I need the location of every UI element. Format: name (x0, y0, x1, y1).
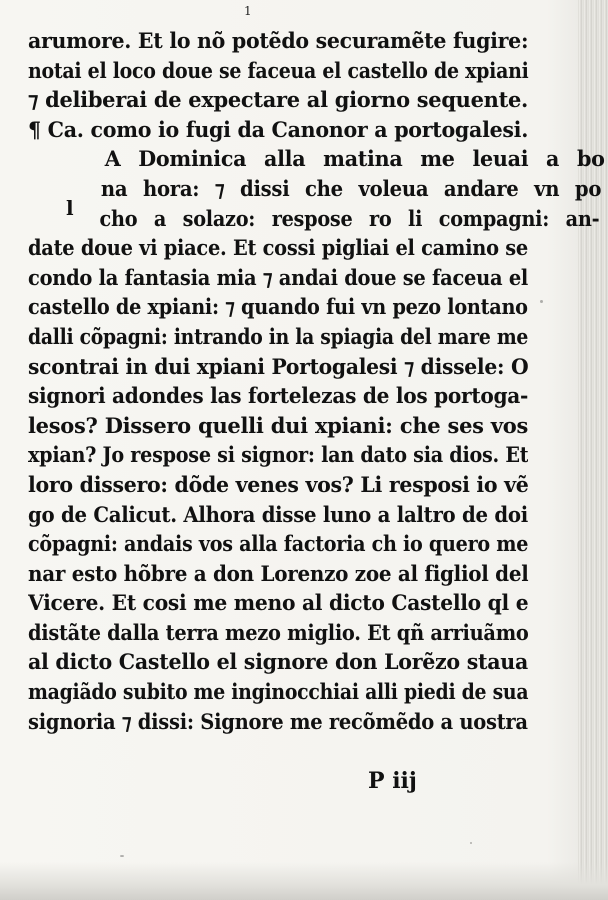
text-line: A Dominica alla matina me leuai a bo (104, 146, 605, 172)
text-line: cõpagni: andais vos alla factoria ch io quero me (28, 531, 529, 557)
ink-speck (120, 855, 124, 857)
text-line: dalli cõpagni: intrando in la spiagia del mare me (28, 323, 528, 349)
text-line: ⁊ deliberai de expectare al giorno sequente. (28, 87, 528, 113)
text-line: xpian? Jo respose si signor: lan dato sia dios. Et (28, 442, 528, 468)
text-line: cho a solazo: respose ro li compagni: an- (99, 205, 600, 231)
text-line: na hora: ⁊ dissi che voleua andare vn po (100, 175, 602, 201)
text-line: al dicto Castello el signore don Lorẽzo staua (28, 649, 528, 675)
text-line: arumore. Et lo nõ potẽdo securamẽte fugire: (28, 28, 529, 53)
book-page-edges (578, 0, 608, 900)
text-line: castello de xpiani: ⁊ quando fui vn pezo lontano (28, 294, 528, 320)
text-line: condo la fantasia mia ⁊ andai doue se faceua el (28, 264, 529, 290)
text-line: go de Calicut. Alhora disse luno a laltro de doi (28, 501, 528, 527)
text-line: scontrai in dui xpiani Portogalesi ⁊ dissele: O (28, 353, 528, 379)
text-line: signoria ⁊ dissi: Signore me recõmẽdo a uostra (28, 708, 528, 734)
text-line: lesos? Dissero quelli dui xpiani: che ses vos (28, 412, 528, 438)
signature-mark: P iij (368, 768, 417, 794)
text-line: nar esto hõbre a don Lorenzo zoe al figliol del (28, 560, 529, 586)
text-line: magiãdo subito me inginocchiai alli piedi de sua (28, 679, 529, 705)
chapter-heading: ¶ Ca. como io fugi da Canonor a portogalesi. (28, 116, 528, 142)
page-bottom-shadow (0, 862, 608, 900)
text-line: distãte dalla terra mezo miglio. Et qñ arriuãmo (28, 619, 529, 645)
text-line: Vicere. Et cosi me meno al dicto Castello ql e (28, 590, 528, 616)
margin-mark: l (66, 196, 74, 220)
ink-speck (470, 842, 472, 844)
body-text (28, 26, 605, 736)
folio-tick: 1 (244, 4, 252, 18)
text-line: signori adondes las fortelezas de los portoga- (28, 383, 529, 409)
text-line: notai el loco doue se faceua el castello de xpiani (28, 57, 529, 83)
text-line: date doue vi piace. Et cossi pigliai el camino se (28, 235, 528, 261)
ink-speck (540, 300, 543, 303)
text-line: loro dissero: dõde venes vos? Li resposi io vẽ (28, 471, 529, 497)
